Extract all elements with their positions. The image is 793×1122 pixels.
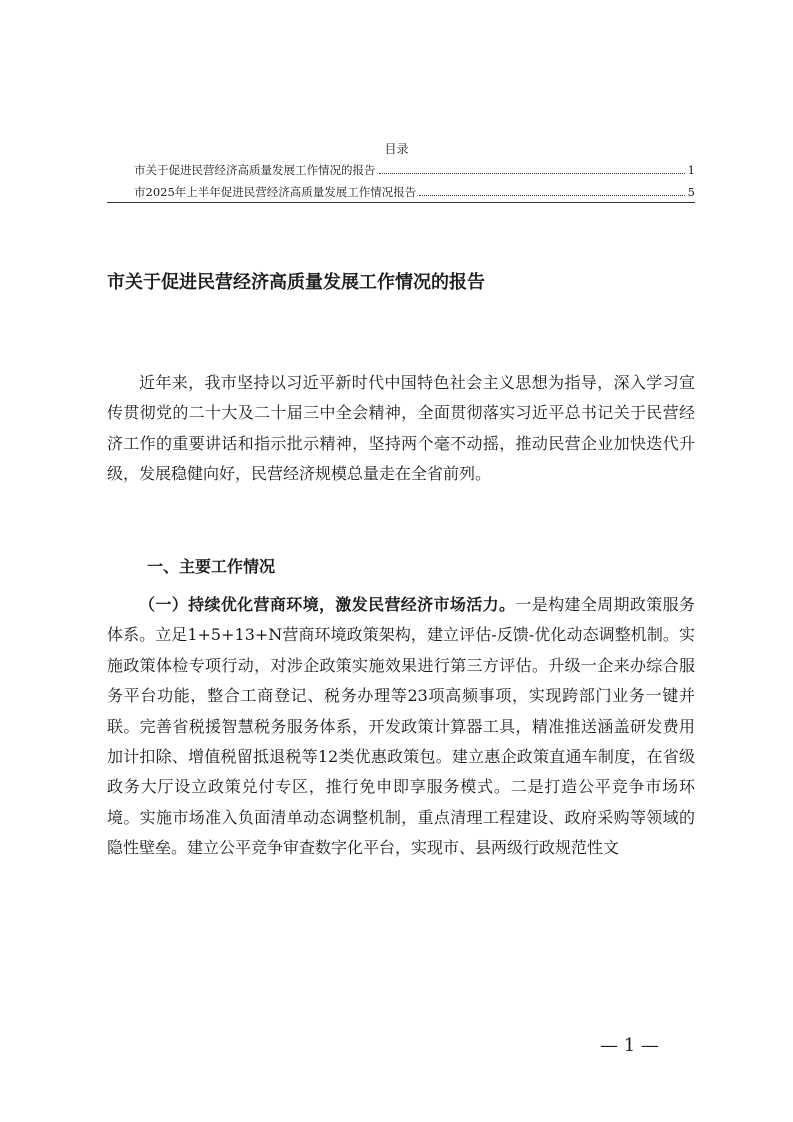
intro-paragraph: 近年来，我市坚持以习近平新时代中国特色社会主义思想为指导，深入学习宣传贯彻党的二十大及二十届三中全会精神，全面贯彻落实习近平总书记关于民营经济工作的重要讲话和指示批示精神，坚持两个毫不动摇，推动民营企业加快迭代升级，发展稳健向好，民营经济规模总量走在全省前列。 xyxy=(107,373,695,484)
section-paragraph xyxy=(107,590,695,864)
toc-entry-title: 市2025年上半年促进民营经济高质量发展工作情况报告 xyxy=(134,185,417,199)
toc-entry[interactable] xyxy=(134,160,695,178)
toc-heading: 目录 xyxy=(384,142,409,156)
toc-leader-dots xyxy=(419,195,684,196)
toc-leader-dots xyxy=(379,173,685,174)
subsection-body: 一是构建全周期政策服务体系。立足1+5+13+N营商环境政策架构，建立评估-反馈-优化动态调整机制。实施政策体检专项行动，对涉企政策实施效果进行第三方评估。升级一企来办综合服务平台功能，整合工商登记、税务办理等23项高频事项，实现跨部门业务一键并联。完善省税援智慧税务服务体系，开发政策计算器工具，精准推送涵盖研发费用加计扣除、增值税留抵退税等12类优惠政策包。建立惠企政策直通车制度，在省级政务大厅设立政策兑付专区，推行免申即享服务模式。二是打造公平竞争市场环境。实施市场准入负面清单动态调整机制，重点清理工程建设、政府采购等领域的隐性壁垒。建立公平竞争审查数字化平台，实现市、县两级行政规范性文 xyxy=(107,595,695,858)
page-number: — 1 — xyxy=(600,1035,659,1056)
toc-entry[interactable] xyxy=(134,182,695,200)
toc-entry-page: 1 xyxy=(687,163,695,177)
document-title: 市关于促进民营经济高质量发展工作情况的报告 xyxy=(107,272,485,293)
toc-entry-page: 5 xyxy=(687,185,695,199)
toc-divider xyxy=(107,202,695,203)
toc-entry-title: 市关于促进民营经济高质量发展工作情况的报告 xyxy=(134,163,376,177)
subsection-lead: （一）持续优化营商环境，激发民营经济市场活力。 xyxy=(139,595,516,614)
section-heading: 一、主要工作情况 xyxy=(147,557,276,576)
